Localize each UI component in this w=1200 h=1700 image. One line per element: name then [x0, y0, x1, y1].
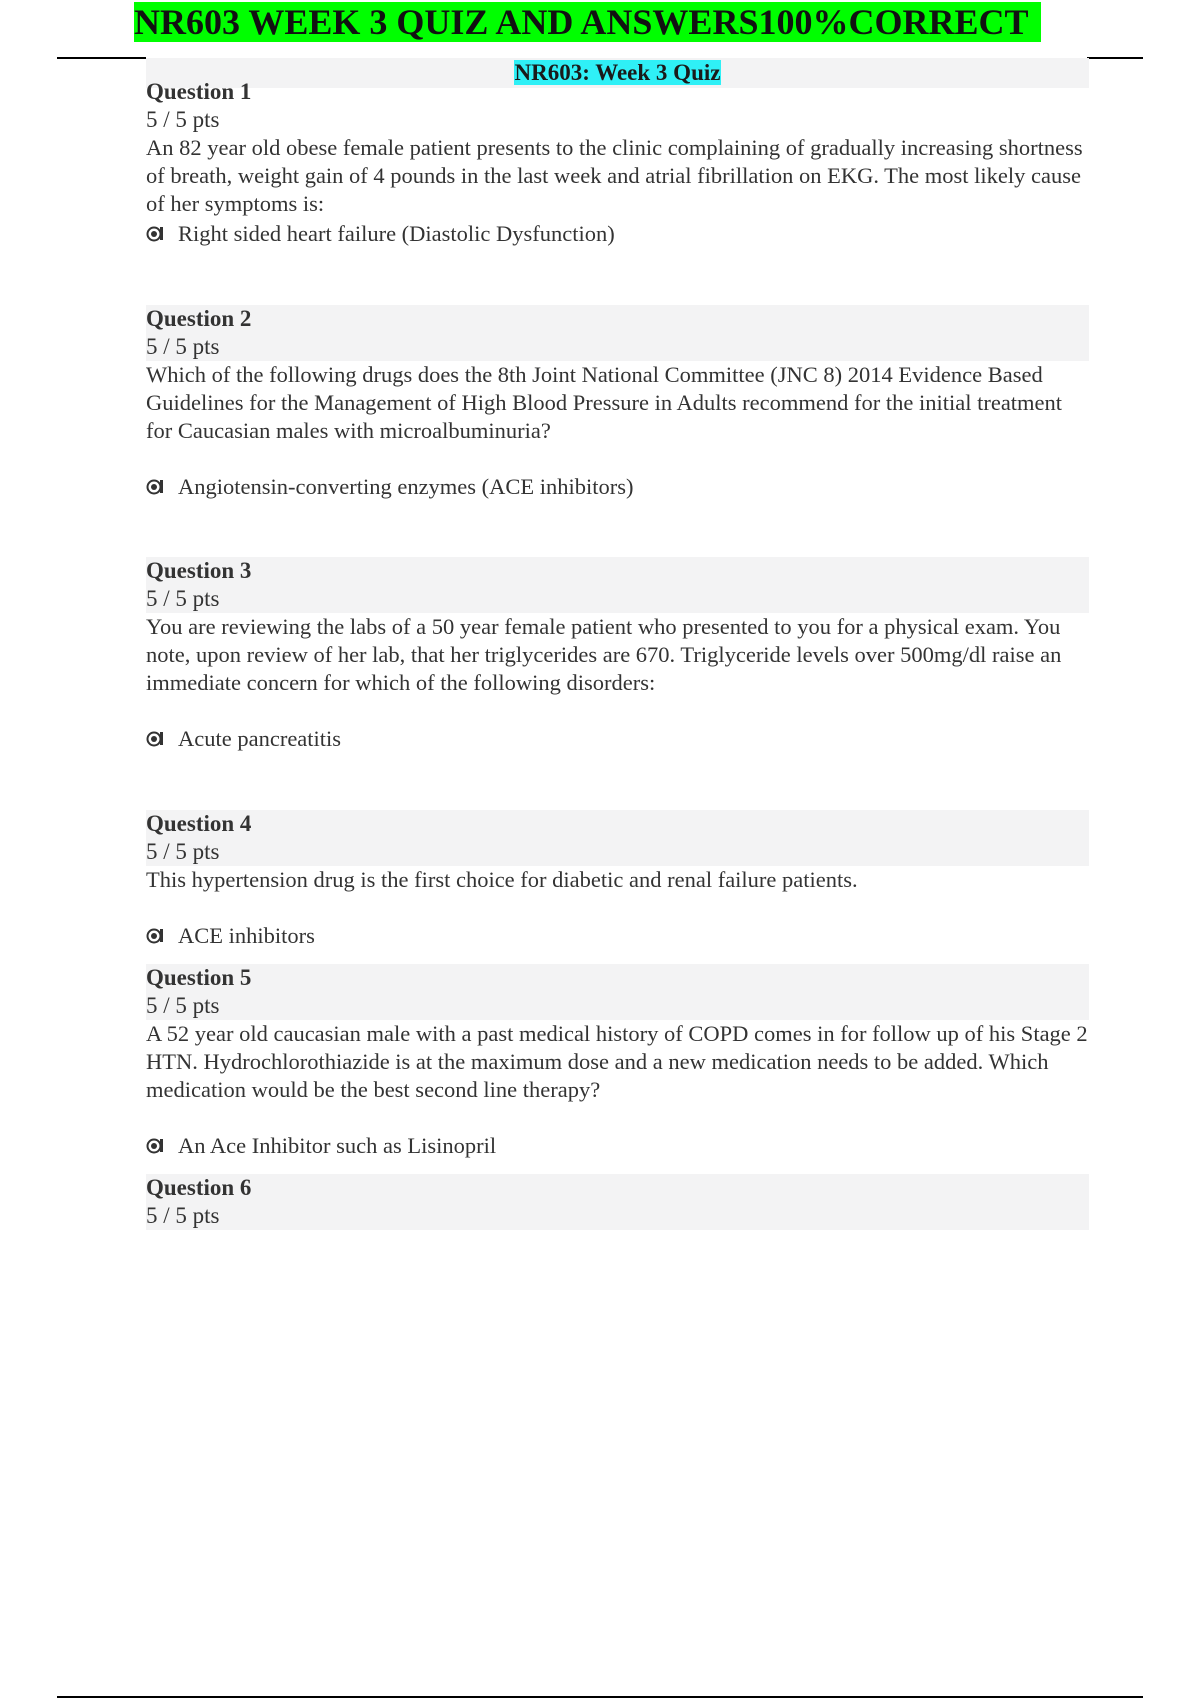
footer-rule [57, 1696, 1143, 1698]
question-text: This hypertension drug is the first choice for diabetic and renal failure patients. [146, 867, 858, 892]
question-text: An 82 year old obese female patient presents to the clinic complaining of gradually increasing shortness of breath, weight gain of 4 pounds in the last week and atrial fibrillation on EKG. The most likely cause of her symptoms is: [146, 135, 1083, 216]
header-rule-right [1087, 57, 1143, 59]
question-title: Question 3 [146, 558, 252, 583]
radio-selected-icon [146, 223, 164, 245]
question-points: 5 / 5 pts [146, 839, 220, 864]
answer-text: Angiotensin-converting enzymes (ACE inhibitors) [178, 474, 634, 499]
question-header [146, 1174, 1089, 1230]
header-rule-left [57, 57, 146, 59]
question-header [146, 810, 1089, 866]
page-header [0, 0, 1200, 60]
question-2 [146, 305, 1089, 501]
quiz-subtitle: NR603: Week 3 Quiz [514, 60, 721, 85]
question-title: Question 5 [146, 965, 252, 990]
question-title: Question 2 [146, 306, 252, 331]
question-4 [146, 810, 1089, 950]
answer-text: Acute pancreatitis [178, 726, 342, 751]
selected-answer [146, 220, 1089, 248]
question-title: Question 4 [146, 811, 252, 836]
answer-text: Right sided heart failure (Diastolic Dysfunction) [178, 221, 615, 246]
question-points: 5 / 5 pts [146, 107, 220, 132]
question-points: 5 / 5 pts [146, 334, 220, 359]
question-text: You are reviewing the labs of a 50 year female patient who presented to you for a physical exam. You note, upon review of her lab, that her triglycerides are 670. Triglyceride levels over 500mg/dl raise an immediate concern for which of the following disorders: [146, 614, 1062, 695]
question-points: 5 / 5 pts [146, 586, 220, 611]
question-text: A 52 year old caucasian male with a past medical history of COPD comes in for follow up of his Stage 2 HTN. Hydrochlorothiazide is at the maximum dose and a new medication needs to be added. Which medication would be the best second line therapy? [146, 1021, 1088, 1102]
selected-answer [146, 725, 1089, 753]
question-points: 5 / 5 pts [146, 1203, 220, 1228]
question-6 [146, 1174, 1089, 1230]
document-banner: NR603 WEEK 3 QUIZ AND ANSWERS100%CORRECT [134, 2, 1041, 42]
answer-text: An Ace Inhibitor such as Lisinopril [178, 1133, 497, 1158]
radio-selected-icon [146, 925, 164, 947]
quiz-content [146, 58, 1089, 1230]
question-3 [146, 557, 1089, 753]
selected-answer [146, 1132, 1089, 1160]
selected-answer [146, 473, 1089, 501]
question-header [146, 557, 1089, 613]
question-points: 5 / 5 pts [146, 993, 220, 1018]
radio-selected-icon [146, 1135, 164, 1157]
radio-selected-icon [146, 728, 164, 750]
question-header [146, 305, 1089, 361]
answer-text: ACE inhibitors [178, 923, 315, 948]
selected-answer [146, 922, 1089, 950]
radio-selected-icon [146, 476, 164, 498]
question-title: Question 6 [146, 1175, 252, 1200]
question-5 [146, 964, 1089, 1160]
question-text: Which of the following drugs does the 8th Joint National Committee (JNC 8) 2014 Evidence Based Guidelines for the Management of High Blood Pressure in Adults recommend for the initial treatment for Caucasian males with microalbuminuria? [146, 362, 1063, 443]
question-header [146, 964, 1089, 1020]
question-title: Question 1 [146, 79, 252, 104]
